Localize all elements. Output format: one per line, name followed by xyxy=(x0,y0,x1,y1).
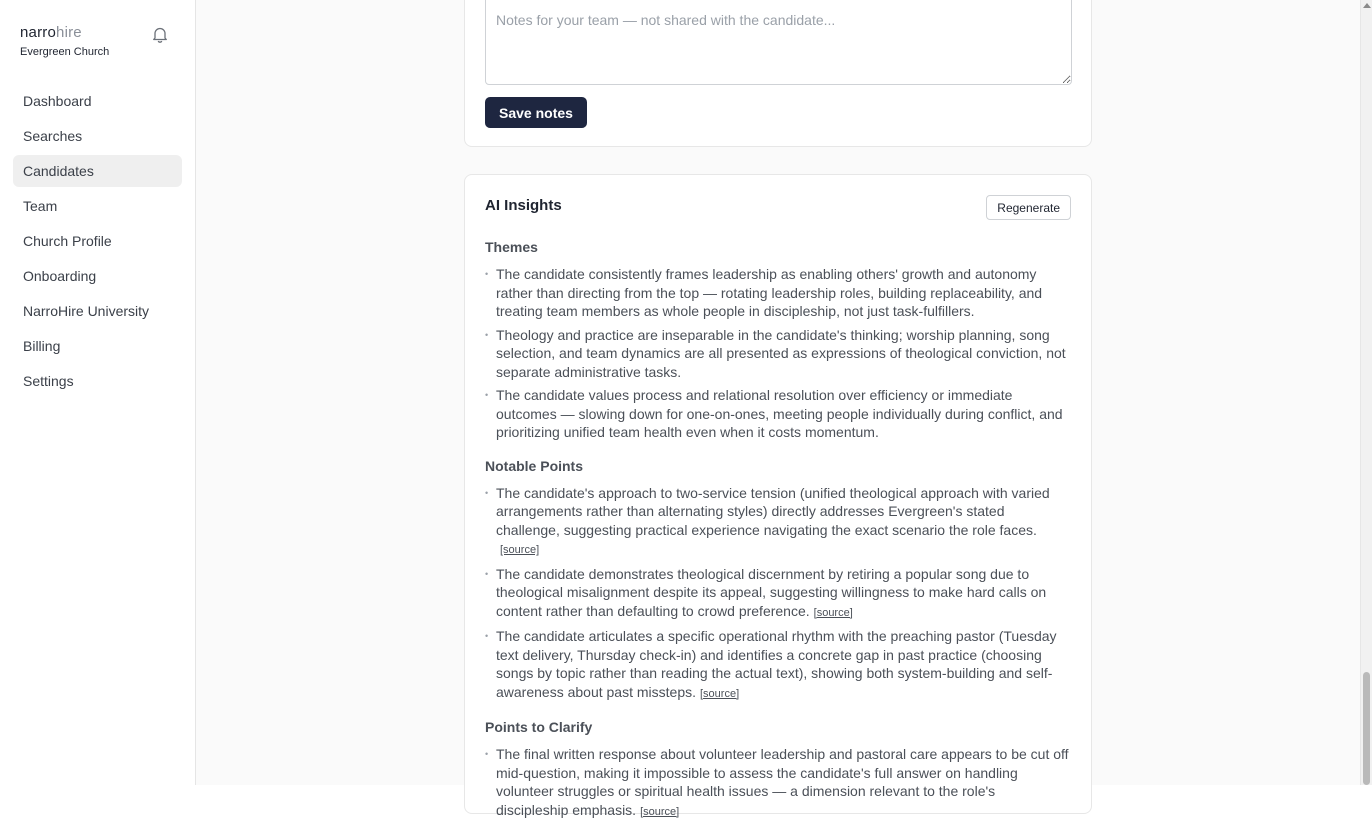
insight-text: The candidate demonstrates theological discernment by retiring a popular song due to theological misalignment despite its appeal, suggesting willingness to make hard calls on content rather than defaulting to crowd preference. xyxy=(496,565,1047,619)
notes-textarea[interactable] xyxy=(485,0,1072,85)
sidebar-item-onboarding[interactable]: Onboarding xyxy=(23,268,97,284)
sidebar-item-searches[interactable]: Searches xyxy=(23,128,83,144)
insight-item xyxy=(485,326,1071,382)
sidebar-item-narrohire-university[interactable]: NarroHire University xyxy=(23,303,150,319)
sidebar xyxy=(0,0,196,785)
ai-insights-card xyxy=(464,174,1092,818)
insight-item xyxy=(485,386,1071,442)
brand xyxy=(20,24,109,58)
scroll-thumb[interactable] xyxy=(1363,672,1370,785)
insight-item xyxy=(485,484,1071,560)
main-content xyxy=(196,0,1360,818)
sidebar-item-candidates[interactable]: Candidates xyxy=(13,155,182,187)
insight-text: The candidate values process and relational resolution over efficiency or immediate outcomes — slowing down for one-on-ones, meeting people individually during conflict, and prioritizing unified team health even when it costs momentum. xyxy=(496,387,1063,440)
insight-list xyxy=(485,265,1071,442)
source-link[interactable]: [source] xyxy=(500,544,540,556)
sidebar-item-team[interactable]: Team xyxy=(23,198,58,214)
section-title: Notable Points xyxy=(485,457,584,474)
sidebar-item-church-profile[interactable]: Church Profile xyxy=(23,233,112,249)
sidebar-nav xyxy=(13,85,182,400)
insight-item xyxy=(485,565,1071,623)
regenerate-button[interactable]: Regenerate xyxy=(986,195,1071,220)
ai-insights-title: AI Insights xyxy=(485,197,562,214)
insight-text: The final written response about volunteer leadership and pastoral care appears to be cut off mid-question, making it impossible to assess the candidate's full answer on handling volunteer struggles or spiritual health issues — a dimension relevant to the role's discipleship emphasis. xyxy=(496,746,1069,818)
source-link[interactable]: [source] xyxy=(700,687,740,700)
insight-text: The candidate's approach to two-service tension (unified theological approach with varied arrangements rather than alternating styles) directly addresses Evergreen's stated challenge, suggesting practical experience navigating the exact scenario the role faces. xyxy=(496,484,1050,538)
insight-sections xyxy=(485,239,1071,837)
save-notes-button[interactable]: Save notes xyxy=(485,97,587,128)
notes-card xyxy=(464,0,1092,147)
sidebar-item-billing[interactable]: Billing xyxy=(23,338,61,354)
scroll-up-arrow-icon[interactable] xyxy=(1363,3,1371,8)
source-link[interactable]: [source] xyxy=(640,805,680,818)
insight-text: The candidate articulates a specific operational rhythm with the preaching pastor (Tuesday text delivery, Thursday check-in) and identifies a concrete gap in past practice (choosing songs by topic rather than reading the actual text), showing both system-building and self-awareness about past missteps. xyxy=(496,628,1057,700)
insight-list xyxy=(485,484,1071,704)
sidebar-item-dashboard[interactable]: Dashboard xyxy=(23,93,92,109)
section-title: Themes xyxy=(485,239,538,255)
scrollbar[interactable] xyxy=(1360,0,1372,785)
insight-text: Theology and practice are inseparable in the candidate's thinking; worship planning, song selection, and team dynamics are all presented as expressions of theological conviction, not separate administrative tasks. xyxy=(496,326,1066,380)
insight-item xyxy=(485,745,1071,821)
source-link[interactable]: [source] xyxy=(813,606,853,619)
org-name: Evergreen Church xyxy=(20,46,110,58)
insight-item xyxy=(485,265,1071,321)
bell-icon[interactable] xyxy=(152,26,168,43)
insight-list xyxy=(485,745,1071,821)
sidebar-item-settings[interactable]: Settings xyxy=(23,373,74,389)
logo[interactable]: narrohire xyxy=(20,24,82,41)
section-title: Points to Clarify xyxy=(485,719,593,735)
insight-text: The candidate consistently frames leadership as enabling others' growth and autonomy rather than directing from the top — rotating leadership roles, building replaceability, and treating team members as whole people in discipleship, not just task-fulfillers. xyxy=(496,266,1043,319)
insight-item xyxy=(485,627,1071,703)
